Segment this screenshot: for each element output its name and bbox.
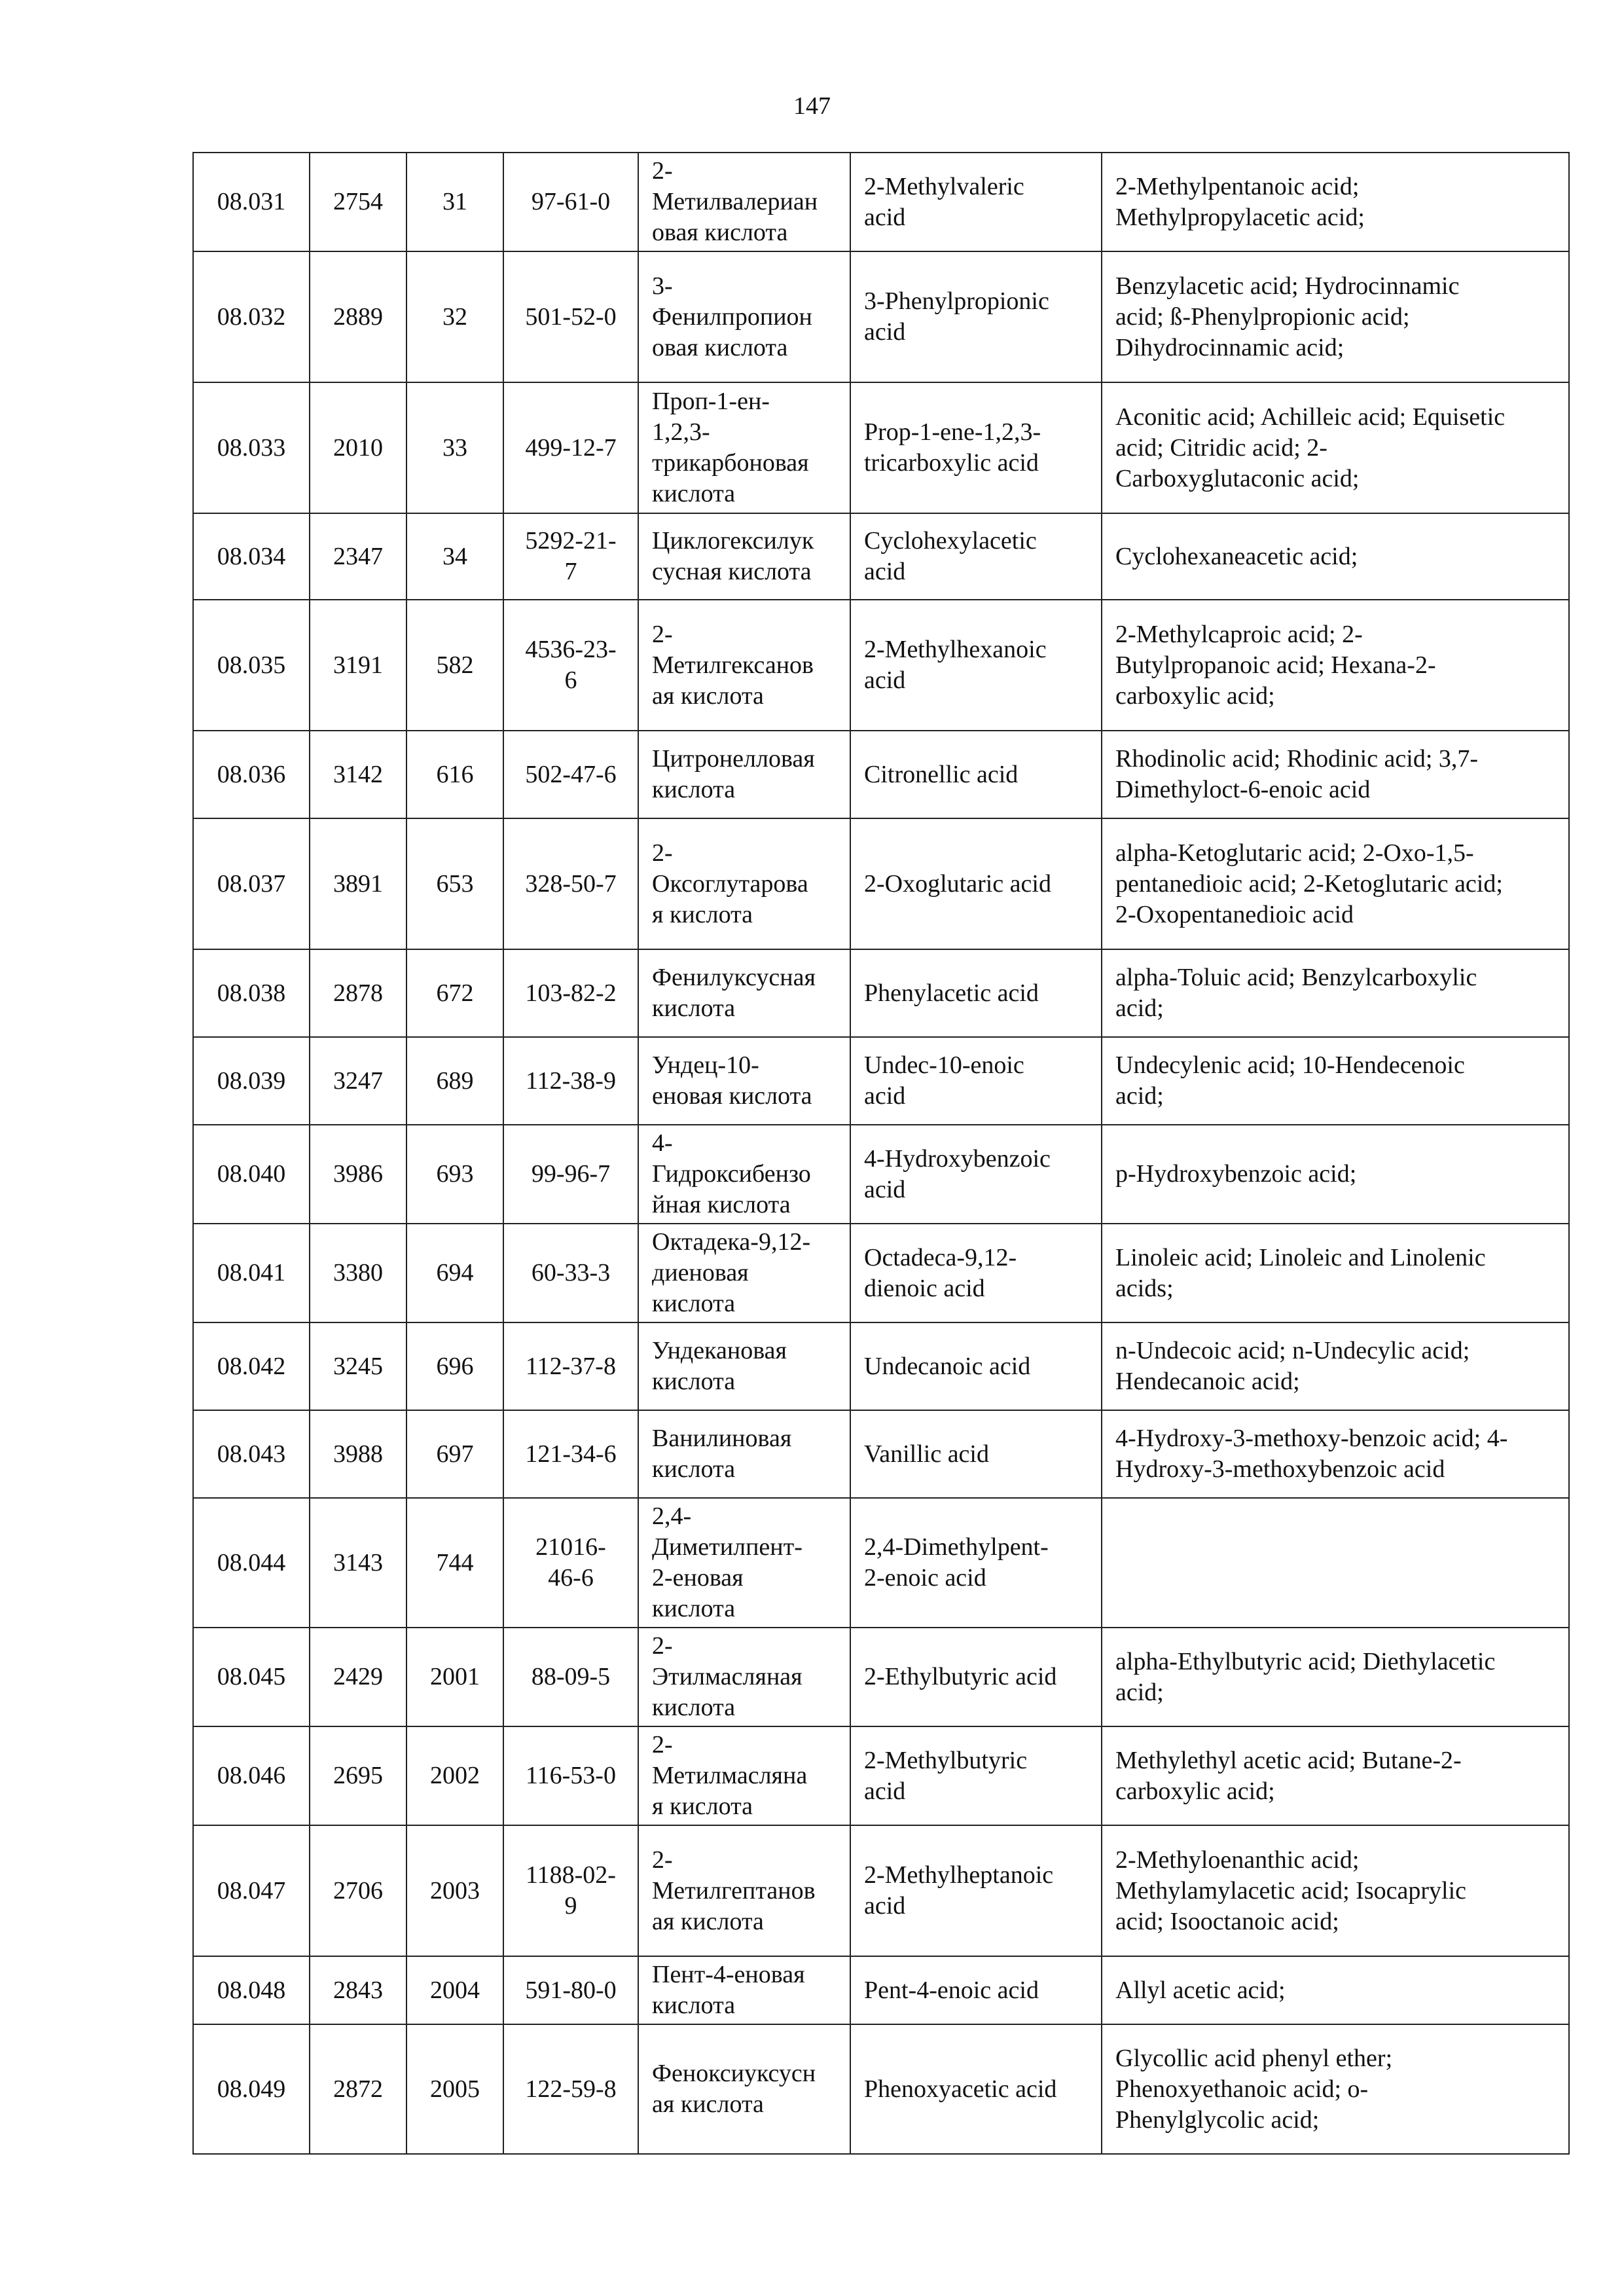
table-row [193,818,1569,949]
cell-code: 08.046 [193,1726,310,1825]
cell-cas: 5292-21- 7 [503,513,638,600]
cell-no: 33 [406,382,503,513]
cell-code: 08.045 [193,1628,310,1726]
table-row [193,1956,1569,2024]
cell-name-ru: Феноксиуксусн ая кислота [638,2024,850,2154]
table-row [193,1410,1569,1498]
cell-name-ru: 2- Оксоглутарова я кислота [638,818,850,949]
cell-name-ru: 2- Метилмасляна я кислота [638,1726,850,1825]
cell-name-en: 2-Methylbutyric acid [850,1726,1102,1825]
cell-fema: 3142 [310,731,406,818]
cell-name-ru: 2- Этилмасляная кислота [638,1628,850,1726]
cell-name-en: 2-Ethylbutyric acid [850,1628,1102,1726]
cell-cas: 1188-02- 9 [503,1825,638,1956]
cell-code: 08.037 [193,818,310,949]
cell-cas: 112-37-8 [503,1322,638,1410]
table-row [193,2024,1569,2154]
cell-name-en: 2,4-Dimethylpent- 2-enoic acid [850,1498,1102,1628]
cell-name-ru: Циклогексилук сусная кислота [638,513,850,600]
cell-name-ru: Ундец-10- еновая кислота [638,1037,850,1125]
cell-no: 2001 [406,1628,503,1726]
cell-cas: 21016- 46-6 [503,1498,638,1628]
cell-name-en: Undec-10-enoic acid [850,1037,1102,1125]
cell-name-ru: Ванилиновая кислота [638,1410,850,1498]
cell-synonyms: p-Hydroxybenzoic acid; [1102,1125,1569,1224]
cell-cas: 103-82-2 [503,949,638,1037]
table-body [193,153,1569,2154]
cell-synonyms: 2-Methyloenanthic acid; Methylamylacetic acid; Isocaprylic acid; Isooctanoic acid; [1102,1825,1569,1956]
cell-fema: 3191 [310,600,406,731]
cell-code: 08.033 [193,382,310,513]
cell-name-ru: Проп-1-ен- 1,2,3- трикарбоновая кислота [638,382,850,513]
table-row [193,513,1569,600]
cell-fema: 2695 [310,1726,406,1825]
page-number: 147 [793,92,831,120]
cell-name-ru: 2- Метилвалериан овая кислота [638,153,850,251]
cell-name-en: 4-Hydroxybenzoic acid [850,1125,1102,1224]
cell-cas: 502-47-6 [503,731,638,818]
cell-cas: 328-50-7 [503,818,638,949]
cell-synonyms: Allyl acetic acid; [1102,1956,1569,2024]
cell-synonyms: Rhodinolic acid; Rhodinic acid; 3,7- Dimethyloct-6-enoic acid [1102,731,1569,818]
table-row [193,1322,1569,1410]
cell-name-ru: Октадека-9,12- диеновая кислота [638,1224,850,1322]
cell-no: 697 [406,1410,503,1498]
cell-code: 08.041 [193,1224,310,1322]
cell-name-ru: Фенилуксусная кислота [638,949,850,1037]
table-row [193,1037,1569,1125]
cell-synonyms: alpha-Ethylbutyric acid; Diethylacetic acid; [1102,1628,1569,1726]
cell-no: 582 [406,600,503,731]
cell-synonyms: Undecylenic acid; 10-Hendecenoic acid; [1102,1037,1569,1125]
cell-cas: 88-09-5 [503,1628,638,1726]
cell-synonyms: alpha-Toluic acid; Benzylcarboxylic acid; [1102,949,1569,1037]
cell-synonyms [1102,1498,1569,1628]
cell-name-en: 2-Methylvaleric acid [850,153,1102,251]
cell-synonyms: Methylethyl acetic acid; Butane-2- carboxylic acid; [1102,1726,1569,1825]
cell-fema: 3380 [310,1224,406,1322]
cell-fema: 2429 [310,1628,406,1726]
table-row [193,382,1569,513]
cell-name-en: 2-Oxoglutaric acid [850,818,1102,949]
cell-cas: 60-33-3 [503,1224,638,1322]
cell-name-en: Cyclohexylacetic acid [850,513,1102,600]
cell-synonyms: n-Undecoic acid; n-Undecylic acid; Hendecanoic acid; [1102,1322,1569,1410]
cell-fema: 2010 [310,382,406,513]
table-row [193,600,1569,731]
cell-fema: 3143 [310,1498,406,1628]
cell-name-en: 2-Methylheptanoic acid [850,1825,1102,1956]
table-row [193,1726,1569,1825]
cell-synonyms: Cyclohexaneacetic acid; [1102,513,1569,600]
cell-no: 34 [406,513,503,600]
cell-fema: 2878 [310,949,406,1037]
table-row [193,1628,1569,1726]
cell-cas: 4536-23- 6 [503,600,638,731]
cell-code: 08.049 [193,2024,310,2154]
cell-no: 653 [406,818,503,949]
cell-cas: 116-53-0 [503,1726,638,1825]
table-row [193,1224,1569,1322]
cell-synonyms: alpha-Ketoglutaric acid; 2-Oxo-1,5- pentanedioic acid; 2-Ketoglutaric acid; 2-Oxopentanedioic acid [1102,818,1569,949]
cell-name-en: Pent-4-enoic acid [850,1956,1102,2024]
cell-cas: 99-96-7 [503,1125,638,1224]
cell-name-en: Citronellic acid [850,731,1102,818]
cell-no: 672 [406,949,503,1037]
table-row [193,1498,1569,1628]
cell-fema: 3988 [310,1410,406,1498]
cell-name-en: Octadeca-9,12- dienoic acid [850,1224,1102,1322]
cell-no: 694 [406,1224,503,1322]
cell-no: 744 [406,1498,503,1628]
cell-cas: 112-38-9 [503,1037,638,1125]
cell-synonyms: 2-Methylpentanoic acid; Methylpropylacetic acid; [1102,153,1569,251]
cell-fema: 2889 [310,251,406,382]
cell-name-en: 2-Methylhexanoic acid [850,600,1102,731]
table-row [193,1825,1569,1956]
cell-code: 08.048 [193,1956,310,2024]
cell-no: 2004 [406,1956,503,2024]
cell-synonyms: Aconitic acid; Achilleic acid; Equisetic acid; Citridic acid; 2- Carboxyglutaconic acid; [1102,382,1569,513]
table-row [193,153,1569,251]
cell-no: 32 [406,251,503,382]
cell-cas: 501-52-0 [503,251,638,382]
cell-synonyms: 4-Hydroxy-3-methoxy-benzoic acid; 4- Hydroxy-3-methoxybenzoic acid [1102,1410,1569,1498]
cell-name-ru: Пент-4-еновая кислота [638,1956,850,2024]
table-row [193,251,1569,382]
cell-name-ru: Цитронелловая кислота [638,731,850,818]
cell-synonyms: Glycollic acid phenyl ether; Phenoxyethanoic acid; o- Phenylglycolic acid; [1102,2024,1569,2154]
cell-cas: 591-80-0 [503,1956,638,2024]
cell-fema: 2872 [310,2024,406,2154]
cell-no: 2003 [406,1825,503,1956]
cell-cas: 499-12-7 [503,382,638,513]
cell-code: 08.035 [193,600,310,731]
cell-synonyms: Linoleic acid; Linoleic and Linolenic acids; [1102,1224,1569,1322]
cell-code: 08.047 [193,1825,310,1956]
cell-code: 08.031 [193,153,310,251]
cell-synonyms: 2-Methylcaproic acid; 2- Butylpropanoic acid; Hexana-2- carboxylic acid; [1102,600,1569,731]
cell-name-ru: Ундекановая кислота [638,1322,850,1410]
cell-fema: 3891 [310,818,406,949]
cell-name-en: Vanillic acid [850,1410,1102,1498]
cell-name-en: 3-Phenylpropionic acid [850,251,1102,382]
cell-fema: 3247 [310,1037,406,1125]
cell-code: 08.044 [193,1498,310,1628]
cell-no: 616 [406,731,503,818]
table-row [193,949,1569,1037]
cell-name-ru: 3- Фенилпропион овая кислота [638,251,850,382]
cell-synonyms: Benzylacetic acid; Hydrocinnamic acid; ß-Phenylpropionic acid; Dihydrocinnamic acid; [1102,251,1569,382]
table-row [193,1125,1569,1224]
cell-name-en: Prop-1-ene-1,2,3- tricarboxylic acid [850,382,1102,513]
cell-name-en: Phenylacetic acid [850,949,1102,1037]
cell-no: 31 [406,153,503,251]
cell-code: 08.040 [193,1125,310,1224]
cell-fema: 2843 [310,1956,406,2024]
cell-no: 2005 [406,2024,503,2154]
cell-name-ru: 2- Метилгексанов ая кислота [638,600,850,731]
cell-fema: 3986 [310,1125,406,1224]
cell-no: 693 [406,1125,503,1224]
cell-name-en: Undecanoic acid [850,1322,1102,1410]
cell-cas: 97-61-0 [503,153,638,251]
cell-code: 08.036 [193,731,310,818]
cell-fema: 3245 [310,1322,406,1410]
cell-fema: 2347 [310,513,406,600]
cell-cas: 122-59-8 [503,2024,638,2154]
cell-name-ru: 2,4- Диметилпент- 2-еновая кислота [638,1498,850,1628]
acids-table [192,152,1570,2155]
cell-name-en: Phenoxyacetic acid [850,2024,1102,2154]
table-row [193,731,1569,818]
cell-no: 696 [406,1322,503,1410]
cell-code: 08.032 [193,251,310,382]
cell-code: 08.034 [193,513,310,600]
cell-code: 08.042 [193,1322,310,1410]
cell-name-ru: 2- Метилгептанов ая кислота [638,1825,850,1956]
cell-no: 2002 [406,1726,503,1825]
cell-cas: 121-34-6 [503,1410,638,1498]
cell-name-ru: 4- Гидроксибензо йная кислота [638,1125,850,1224]
cell-code: 08.043 [193,1410,310,1498]
cell-fema: 2706 [310,1825,406,1956]
cell-fema: 2754 [310,153,406,251]
cell-code: 08.039 [193,1037,310,1125]
cell-no: 689 [406,1037,503,1125]
cell-code: 08.038 [193,949,310,1037]
